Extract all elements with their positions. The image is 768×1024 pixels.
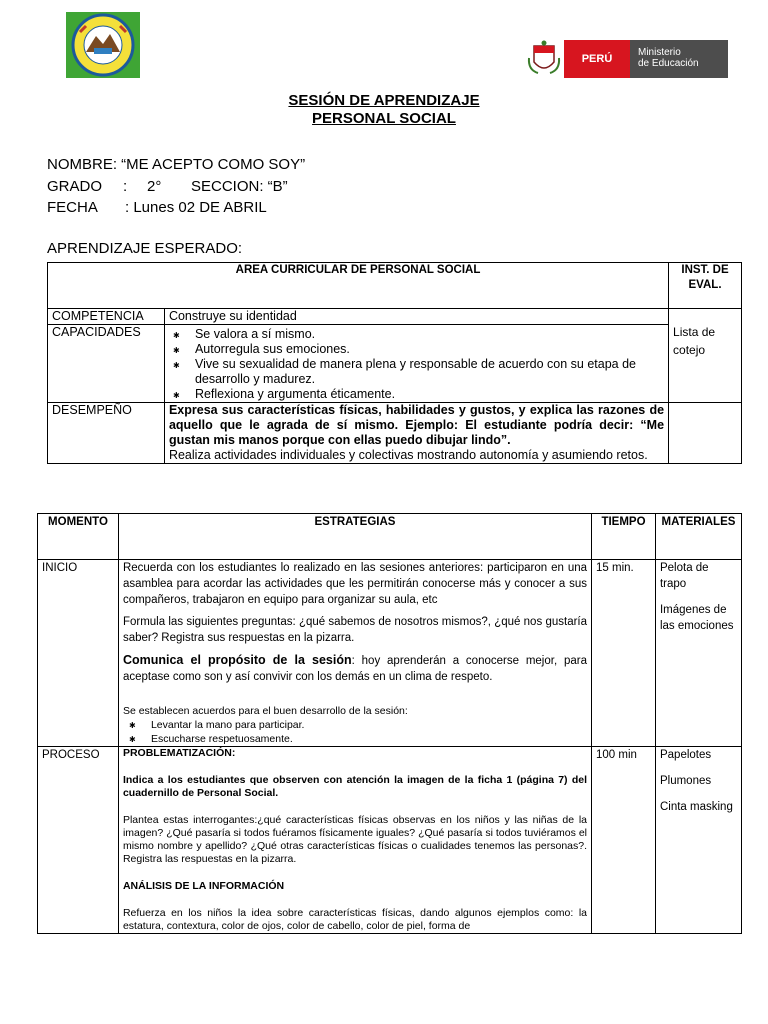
inicio-label: INICIO (38, 560, 119, 747)
info-grado: GRADO : 2° SECCION: “B” (47, 178, 288, 195)
info-aprendizaje: APRENDIZAJE ESPERADO: (47, 240, 243, 257)
proceso-tiempo: 100 min (592, 747, 656, 934)
capacidades-label: CAPACIDADES (48, 325, 165, 403)
list-item: ✱ Escucharse respetuosamente. (151, 732, 587, 746)
list-item: ✱ Reflexiona y argumenta éticamente. (195, 387, 664, 402)
tiempo-header: TIEMPO (592, 514, 656, 560)
proceso-strategies: PROBLEMATIZACIÓN: Indica a los estudiantes que observen con atención la imagen de la ficha 1 (página 7) del cuadernillo de Personal Social. Plantea estas interrogantes:¿qué características físicas observas en los niños y las niñas de la imagen? ¿Qué pasaría si todos fuéramos físicamente iguales? ¿Qué pasaría si todos tuviéramos el mismo nombre y apellido? ¿Qué otras características físicas o cualidades tenemos las personas?. Registra las respuestas en la pizarra. ANÁLISIS DE LA INFORMACIÓN Refuerza en los niños la idea sobre características físicas, dando algunos ejemplos como: la estatura, contextura, color de ojos, color de cabello, color de piel, forma de (118, 747, 591, 934)
strategies-table (37, 513, 742, 934)
title-line-1: SESIÓN DE APRENDIZAJE (288, 92, 480, 109)
list-item: ✱ Vive su sexualidad de manera plena y responsable de acuerdo con su etapa de desarrollo y madurez. (195, 357, 664, 387)
desempeno-value: Expresa sus características físicas, habilidades y gustos, y explica las razones de aquello que le agrada de sí mismo. Ejemplo: El estudiante podría decir: “Me gustan mis manos porque con ellas puedo dibujar lindo”. Realiza actividades individuales y colectivas mostrando autonomía y asumiendo retos. (164, 403, 668, 464)
inicio-tiempo: 15 min. (592, 560, 656, 747)
momento-header: MOMENTO (38, 514, 119, 560)
competencia-value: Construye su identidad (164, 309, 668, 325)
list-item: ✱ Autorregula sus emociones. (195, 342, 664, 357)
inicio-materiales: Pelota de trapo Imágenes de las emociones (655, 560, 741, 747)
area-header: AREA CURRICULAR DE PERSONAL SOCIAL (48, 263, 669, 309)
capacidades-list (164, 325, 668, 403)
list-item: ✱ Se valora a sí mismo. (195, 327, 664, 342)
inst-header: INST. DE EVAL. (669, 263, 742, 309)
inicio-strategies: Recuerda con los estudiantes lo realizado en las sesiones anteriores: participaron en una asamblea para acordar las actividades que les permitirán conocerse más y conocer a sus compañeros, trabajaron en equipo para organizar su aula, etc Formula las siguientes preguntas: ¿qué sabemos de nosotros mismos?, ¿qué nos gustaría saber? Registra sus respuestas en la pizarra. Comunica el propósito de la sesión: hoy aprenderán a conocerse mejor, para aceptase como son y así convivir con los demás en un clima de respeto. Se establecen acuerdos para el buen desarrollo de la sesión: ✱ Levantar la mano para participar. ✱ Escucharse respetuosamente. (118, 560, 591, 747)
inst-value: Lista de cotejo (669, 309, 742, 403)
curricular-table (47, 262, 742, 464)
estrategias-header: ESTRATEGIAS (118, 514, 591, 560)
competencia-label: COMPETENCIA (48, 309, 165, 325)
peru-label: PERÚ (564, 40, 630, 78)
materiales-header: MATERIALES (655, 514, 741, 560)
coat-of-arms-icon (526, 40, 562, 78)
list-item: ✱ Levantar la mano para participar. (151, 718, 587, 732)
document-title (0, 92, 768, 128)
info-nombre: NOMBRE: “ME ACEPTO COMO SOY” (47, 156, 306, 173)
desempeno-label: DESEMPEÑO (48, 403, 165, 464)
proceso-label: PROCESO (38, 747, 119, 934)
ministry-label: Ministerio de Educación (630, 40, 728, 78)
school-logo (66, 12, 140, 78)
ministry-logo (526, 40, 728, 78)
proceso-materiales: Papelotes Plumones Cinta masking (655, 747, 741, 934)
title-line-2: PERSONAL SOCIAL (312, 110, 456, 127)
info-fecha: FECHA : Lunes 02 DE ABRIL (47, 199, 267, 216)
